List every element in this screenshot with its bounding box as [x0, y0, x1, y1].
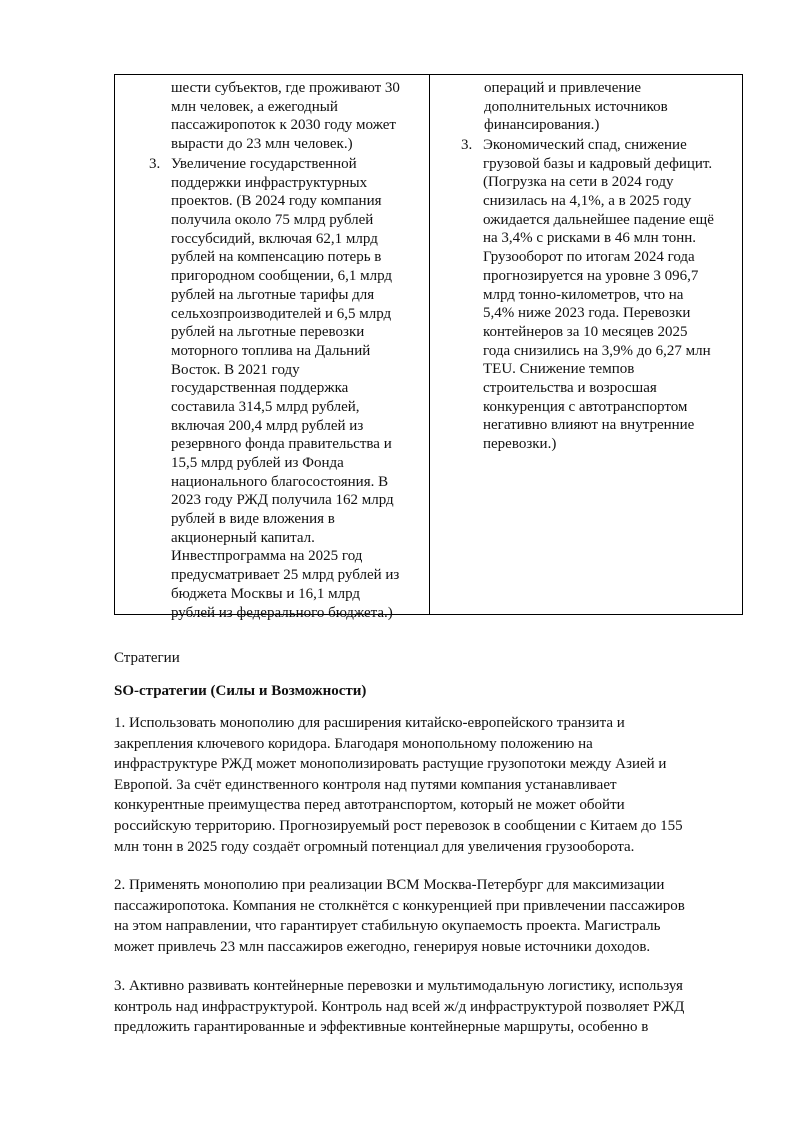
- so-strategies-heading: SO-стратегии (Силы и Возможности): [114, 683, 367, 699]
- text-line: рублей из федерального бюджета.): [171, 604, 393, 621]
- text-line: 5,4% ниже 2023 года. Перевозки: [483, 305, 691, 322]
- text-line: прогнозируется на уровне 3 096,7: [483, 267, 699, 284]
- text-line: конкурентные преимущества перед автотранспортом, который не может обойти: [114, 797, 625, 814]
- text-line: включая 200,4 млрд рублей из: [171, 417, 364, 434]
- list-item-text: [171, 155, 399, 622]
- text-line: бюджета Москвы и 16,1 млрд: [171, 585, 361, 602]
- text-line: на этом направлении, что гарантирует стабильную окупаемость проекта. Магистраль: [114, 918, 661, 935]
- list-item-text: [483, 136, 714, 454]
- strategy-paragraph-1: [114, 713, 683, 857]
- text-line: строительства и возросшая: [483, 379, 657, 396]
- list-item-number: 3.: [149, 156, 161, 172]
- text-line: составила 314,5 млрд рублей,: [171, 398, 360, 415]
- text-line: млн тонн в 2025 году создаёт огромный потенциал для увеличения грузооборота.: [114, 838, 635, 855]
- text-line: моторного топлива на Дальний: [171, 342, 371, 359]
- text-line: получила около 75 млрд рублей: [171, 212, 374, 229]
- text-line: рублей на льготные тарифы для: [171, 286, 375, 303]
- text-line: пригородном сообщении, 6,1 млрд: [171, 268, 393, 285]
- text-line: контроль над инфраструктурой. Контроль над всей ж/д инфраструктурой позволяет РЖД: [114, 998, 685, 1015]
- text-line: российскую территорию. Прогнозируемый рост перевозок в сообщении с Китаем до 155: [114, 817, 683, 834]
- text-line: 15,5 млрд рублей из Фонда: [171, 455, 344, 471]
- text-line: Инвестпрограмма на 2025 год: [171, 548, 363, 565]
- text-line: снизилась на 4,1%, а в 2025 году: [483, 193, 692, 210]
- text-line: грузовой базы и кадровый дефицит.: [483, 155, 713, 172]
- text-line: инфраструктуре РЖД может монополизировать растущие грузопотоки между Азией и: [114, 756, 667, 773]
- text-line: Европой. За счёт единственного контроля над путями компания устанавливает: [114, 776, 617, 793]
- text-line: Экономический спад, снижение: [483, 137, 687, 153]
- text-line: финансирования.): [484, 117, 600, 134]
- text-line: млрд тонно-километров, что на: [483, 286, 684, 303]
- text-line: 2. Применять монополию при реализации ВСМ Москва-Петербург для максимизации: [114, 877, 665, 893]
- text-line: негативно влияют на внутренние: [483, 417, 695, 434]
- text-line: вырасти до 23 млн человек.): [171, 136, 353, 153]
- table-cell-opportunities: [115, 75, 430, 621]
- text-line: Восток. В 2021 году: [171, 361, 300, 378]
- text-line: (Погрузка на сети в 2024 году: [483, 174, 674, 191]
- text-line: 2023 году РЖД получила 162 млрд: [171, 492, 394, 509]
- table-cell-threats: [430, 75, 742, 614]
- text-line: пассажиропоток к 2030 году может: [171, 117, 396, 134]
- text-line: государственная поддержка: [171, 380, 349, 397]
- list-item-number: 3.: [461, 137, 473, 153]
- text-line: дополнительных источников: [484, 98, 668, 115]
- cell-continuation-text: [171, 79, 400, 154]
- text-line: года снизились на 3,9% до 6,27 млн: [483, 342, 711, 359]
- text-line: 3. Активно развивать контейнерные перевозки и мультимодальную логистику, используя: [114, 978, 683, 994]
- text-line: перевозки.): [483, 436, 557, 452]
- text-line: рублей на льготные перевозки: [171, 324, 365, 341]
- strategy-paragraph-2: [114, 875, 685, 957]
- section-label: Стратегии: [114, 650, 180, 666]
- text-line: может привлечь 23 млн пассажиров ежегодно, генерируя новые источники доходов.: [114, 938, 651, 955]
- text-line: сельхозпроизводителей и 6,5 млрд: [171, 305, 392, 322]
- text-line: контейнеров за 10 месяцев 2025: [483, 323, 688, 340]
- text-line: проектов. (В 2024 году компания: [171, 193, 382, 210]
- text-line: предусматривает 25 млрд рублей из: [171, 567, 400, 584]
- text-line: резервного фонда правительства и: [171, 436, 392, 453]
- text-line: закрепления ключевого коридора. Благодаря монопольному положению на: [114, 735, 593, 752]
- cell-continuation-text: [484, 79, 668, 135]
- text-line: конкуренция с автотранспортом: [483, 398, 688, 415]
- text-line: шести субъектов, где проживают 30: [171, 80, 400, 96]
- text-line: 1. Использовать монополию для расширения китайско-европейского транзита и: [114, 715, 625, 731]
- text-line: пассажиропотока. Компания не столкнётся с конкуренцией при привлечении пассажиров: [114, 897, 685, 914]
- text-line: поддержки инфраструктурных: [171, 174, 368, 191]
- text-line: операций и привлечение: [484, 80, 642, 96]
- text-line: TEU. Снижение темпов: [483, 361, 635, 378]
- text-line: на 3,4% с рисками в 46 млн тонн.: [483, 230, 697, 247]
- text-line: предложить гарантированные и эффективные контейнерные маршруты, особенно в: [114, 1019, 649, 1036]
- text-line: национального благосостояния. В: [171, 473, 389, 490]
- text-line: госсубсидий, включая 62,1 млрд: [171, 230, 378, 247]
- text-line: ожидается дальнейшее падение ещё: [483, 211, 714, 228]
- text-line: Увеличение государственной: [171, 156, 357, 172]
- text-line: Грузооборот по итогам 2024 года: [483, 249, 695, 266]
- text-line: рублей в виде вложения в: [171, 511, 335, 528]
- text-line: рублей на компенсацию потерь в: [171, 249, 382, 266]
- strategy-paragraph-3: [114, 976, 684, 1038]
- text-line: акционерный капитал.: [171, 529, 315, 546]
- text-line: млн человек, а ежегодный: [171, 98, 338, 115]
- swot-table: [114, 74, 743, 621]
